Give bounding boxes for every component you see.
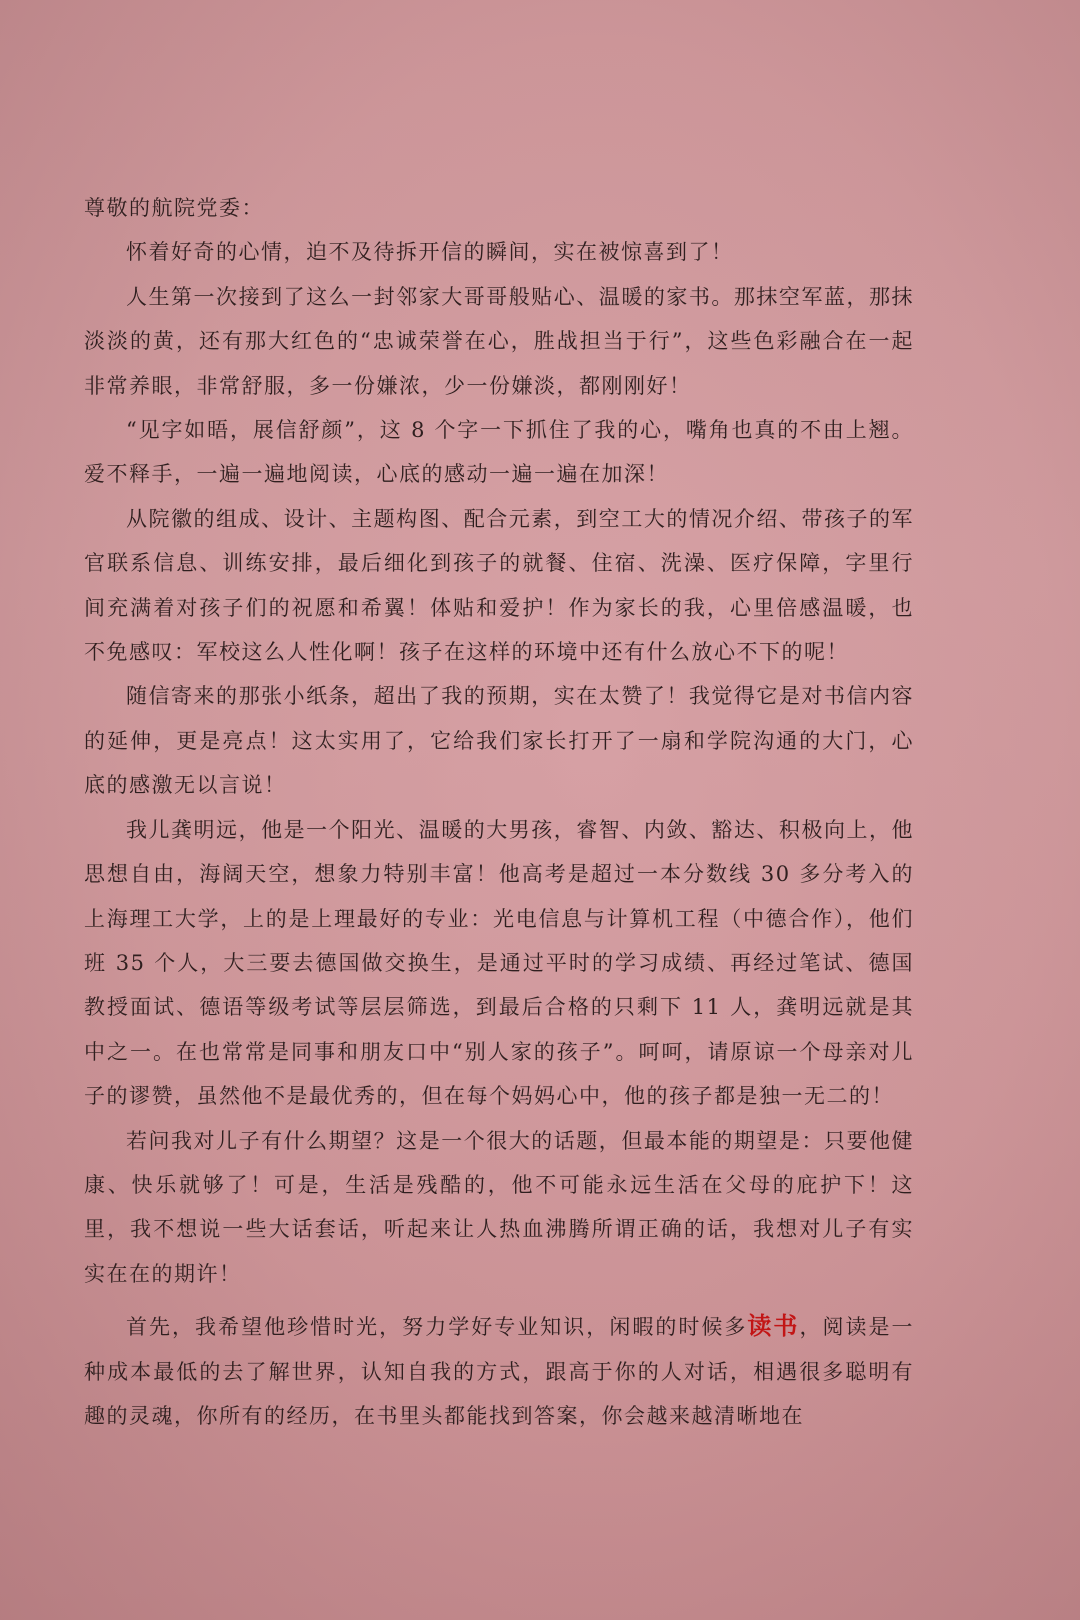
paragraph-3: “见字如晤，展信舒颜”，这 8 个字一下抓住了我的心，嘴角也真的不由上翘。爱不释手，一遍一遍地阅读，心底的感动一遍一遍在加深！ [84, 418, 914, 487]
paragraph-8 [84, 1304, 914, 1438]
salutation: 尊敬的航院党委： [84, 196, 264, 220]
paragraph-7: 若问我对儿子有什么期望？这是一个很大的话题，但最本能的期望是：只要他健康、快乐就够了！可是，生活是残酷的，他不可能永远生活在父母的庇护下！这里，我不想说一些大话套话，听起来让人热血沸腾所谓正确的话，我想对儿子有实实在在的期许！ [84, 1128, 914, 1286]
paragraph-4: 从院徽的组成、设计、主题构图、配合元素，到空工大的情况介绍、带孩子的军官联系信息、训练安排，最后细化到孩子的就餐、住宿、洗澡、医疗保障，字里行间充满着对孩子们的祝愿和希翼！体贴和爱护！作为家长的我，心里倍感温暖，也不免感叹：军校这么人性化啊！孩子在这样的环境中还有什么放心不下的呢！ [84, 506, 914, 665]
paragraph-8-before: 首先，我希望他珍惜时光，努力学好专业知识，闲暇的时候多 [126, 1315, 748, 1340]
paragraph-6: 我儿龚明远，他是一个阳光、温暖的大男孩，睿智、内敛、豁达、积极向上，他思想自由，海阔天空，想象力特别丰富！他高考是超过一本分数线 30 多分考入的上海理工大学，上的是上理最好的专业：光电信息与计算机工程（中德合作），他们班 35 个人，大三要去德国做交换生，是通过平时的学习成绩、再经过笔试、德国教授面试、德语等级考试等层层筛选，到最后合格的只剩下 11 人，龚明远就是其中之一。在也常常是同事和朋友口中“别人家的孩子”。呵呵，请原谅一个母亲对儿子的谬赞，虽然他不是最优秀的，但在每个妈妈心中，他的孩子都是独一无二的！ [84, 817, 914, 1109]
paragraph-5: 随信寄来的那张小纸条，超出了我的预期，实在太赞了！我觉得它是对书信内容的延伸，更是亮点！这太实用了，它给我们家长打开了一扇和学院沟通的大门，心底的感激无以言说！ [84, 684, 914, 798]
letter-body [84, 186, 914, 1438]
paragraph-8-after: ，阅读是一种成本最低的去了解世界，认知自我的方式，跟高于你的人对话，相遇很多聪明有趣的灵魂，你所有的经历，在书里头都能找到答案，你会越来越清晰地在 [84, 1315, 914, 1428]
paragraph-2: 人生第一次接到了这么一封邻家大哥哥般贴心、温暖的家书。那抹空军蓝，那抹淡淡的黄，还有那大红色的“忠诚荣誉在心，胜战担当于行”，这些色彩融合在一起非常养眼，非常舒服，多一份嫌浓，少一份嫌淡，都刚刚好！ [84, 284, 914, 398]
emphasis-reading: 读书 [747, 1311, 800, 1341]
paragraph-1: 怀着好奇的心情，迫不及待拆开信的瞬间，实在被惊喜到了！ [126, 240, 734, 265]
